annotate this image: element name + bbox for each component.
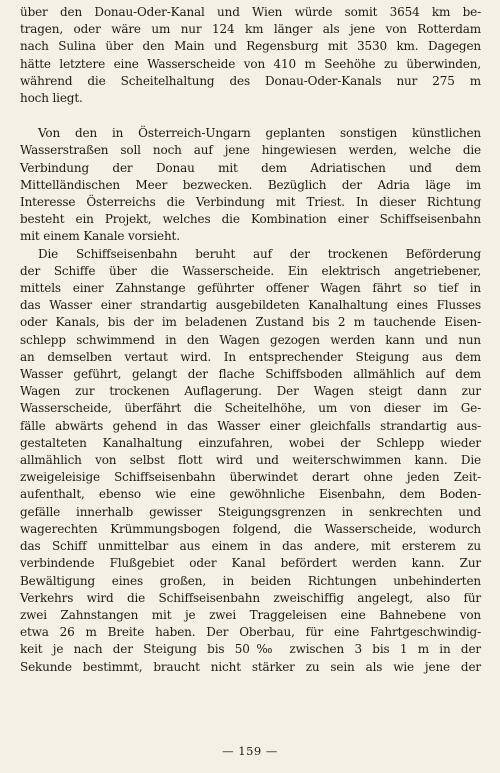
text-line: mit einem Kanale vorsieht. <box>20 229 180 244</box>
text-line: Wasserscheide, überfährt die Scheitelhöhe, um von dieser im Ge- <box>20 401 481 416</box>
text-line: Interesse Österreichs die Verbindung mit Triest. In dieser Richtung <box>20 195 481 210</box>
paragraph <box>20 246 481 676</box>
text-line: oder Kanals, bis der im beladenen Zustand bis 2 m tauchende Eisen- <box>20 315 481 330</box>
text-line: über den Donau-Oder-Kanal und Wien würde somit 3654 km be- <box>20 5 481 19</box>
text-line: allmählich von selbst flott wird und weiterschwimmen kann. Die <box>20 453 481 468</box>
text-line: schlepp schwimmend in den Wagen gezogen werden kann und nun <box>20 332 481 347</box>
text-line: an demselben vertaut wird. In entsprechender Steigung aus dem <box>20 349 481 364</box>
text-line: Wasser geführt, gelangt der flache Schiffsboden allmählich auf dem <box>20 367 481 382</box>
paragraph-gap <box>20 107 481 125</box>
text-line: der Schiffe über die Wasserscheide. Ein elektrisch angetriebener, <box>20 263 481 278</box>
text-line: das Wasser einer strandartig ausgebildeten Kanalhaltung eines Flusses <box>20 298 481 313</box>
text-line: zweigeleisige Schiffseisenbahn überwindet derart ohne jeden Zeit- <box>20 470 481 485</box>
text-line: Bewältigung eines großen, in beiden Richtungen unbehinderten <box>20 573 481 588</box>
text-line: Verbindung der Donau mit dem Adriatischen und dem <box>20 160 481 175</box>
text-line: gefälle innerhalb gewisser Steigungsgrenzen in senkrechten und <box>20 504 481 519</box>
text-line: etwa 26 m Breite haben. Der Oberbau, für eine Fahrtgeschwindig- <box>20 625 481 640</box>
text-line: das Schiff unmittelbar aus einem in das andere, mit ersterem zu <box>20 539 481 554</box>
text-line: Wasserstraßen soll noch auf jene hingewiesen werden, welche die <box>20 143 481 158</box>
paragraph <box>20 4 481 107</box>
text-line: nach Sulina über den Main und Regensburg mit 3530 km. Dagegen <box>20 39 481 54</box>
text-line: Verkehrs wird die Schiffseisenbahn zweischiffig angelegt, also für <box>20 590 481 605</box>
text-line: hätte letztere eine Wasserscheide von 410 m Seehöhe zu überwinden, <box>20 56 481 71</box>
text-line: Die Schiffseisenbahn beruht auf der trockenen Beförderung <box>38 246 481 261</box>
text-line: keit je nach der Steigung bis 50‰ zwischen 3 bis 1 m in der <box>20 642 481 657</box>
text-line: Sekunde bestimmt, braucht nicht stärker zu sein als wie jene der <box>20 659 481 674</box>
text-line: tragen, oder wäre um nur 124 km länger als jene von Rotterdam <box>20 22 481 37</box>
text-line: Mittelländischen Meer bezwecken. Bezüglich der Adria läge im <box>20 177 481 192</box>
text-line: aufenthalt, ebenso wie eine gewöhnliche Eisenbahn, dem Boden- <box>20 487 481 502</box>
body-text <box>20 4 481 676</box>
text-line: Wagen zur trockenen Auflagerung. Der Wagen steigt dann zur <box>20 384 481 399</box>
text-line: besteht ein Projekt, welches die Kombination einer Schiffseisenbahn <box>20 212 481 227</box>
text-line: wagerechten Krümmungsbogen folgend, die Wasserscheide, wodurch <box>20 521 481 536</box>
text-line: hoch liegt. <box>20 91 83 106</box>
text-line: verbindende Flußgebiet oder Kanal befördert werden kann. Zur <box>20 556 481 571</box>
page-number: — 159 — <box>222 744 278 758</box>
text-line: zwei Zahnstangen mit je zwei Traggeleisen eine Bahnebene von <box>20 607 481 622</box>
text-line: während die Scheitelhaltung des Donau-Oder-Kanals nur 275 m <box>20 73 481 88</box>
paragraph <box>20 125 481 245</box>
text-line: gestalteten Kanalhaltung einzufahren, wobei der Schlepp wieder <box>20 435 481 450</box>
text-line: mittels einer Zahnstange geführter offener Wagen fährt so tief in <box>20 281 481 296</box>
text-line: Von den in Österreich-Ungarn geplanten sonstigen künstlichen <box>38 126 481 141</box>
text-line: fälle abwärts gehend in das Wasser einer gleichfalls strandartig aus- <box>20 418 481 433</box>
